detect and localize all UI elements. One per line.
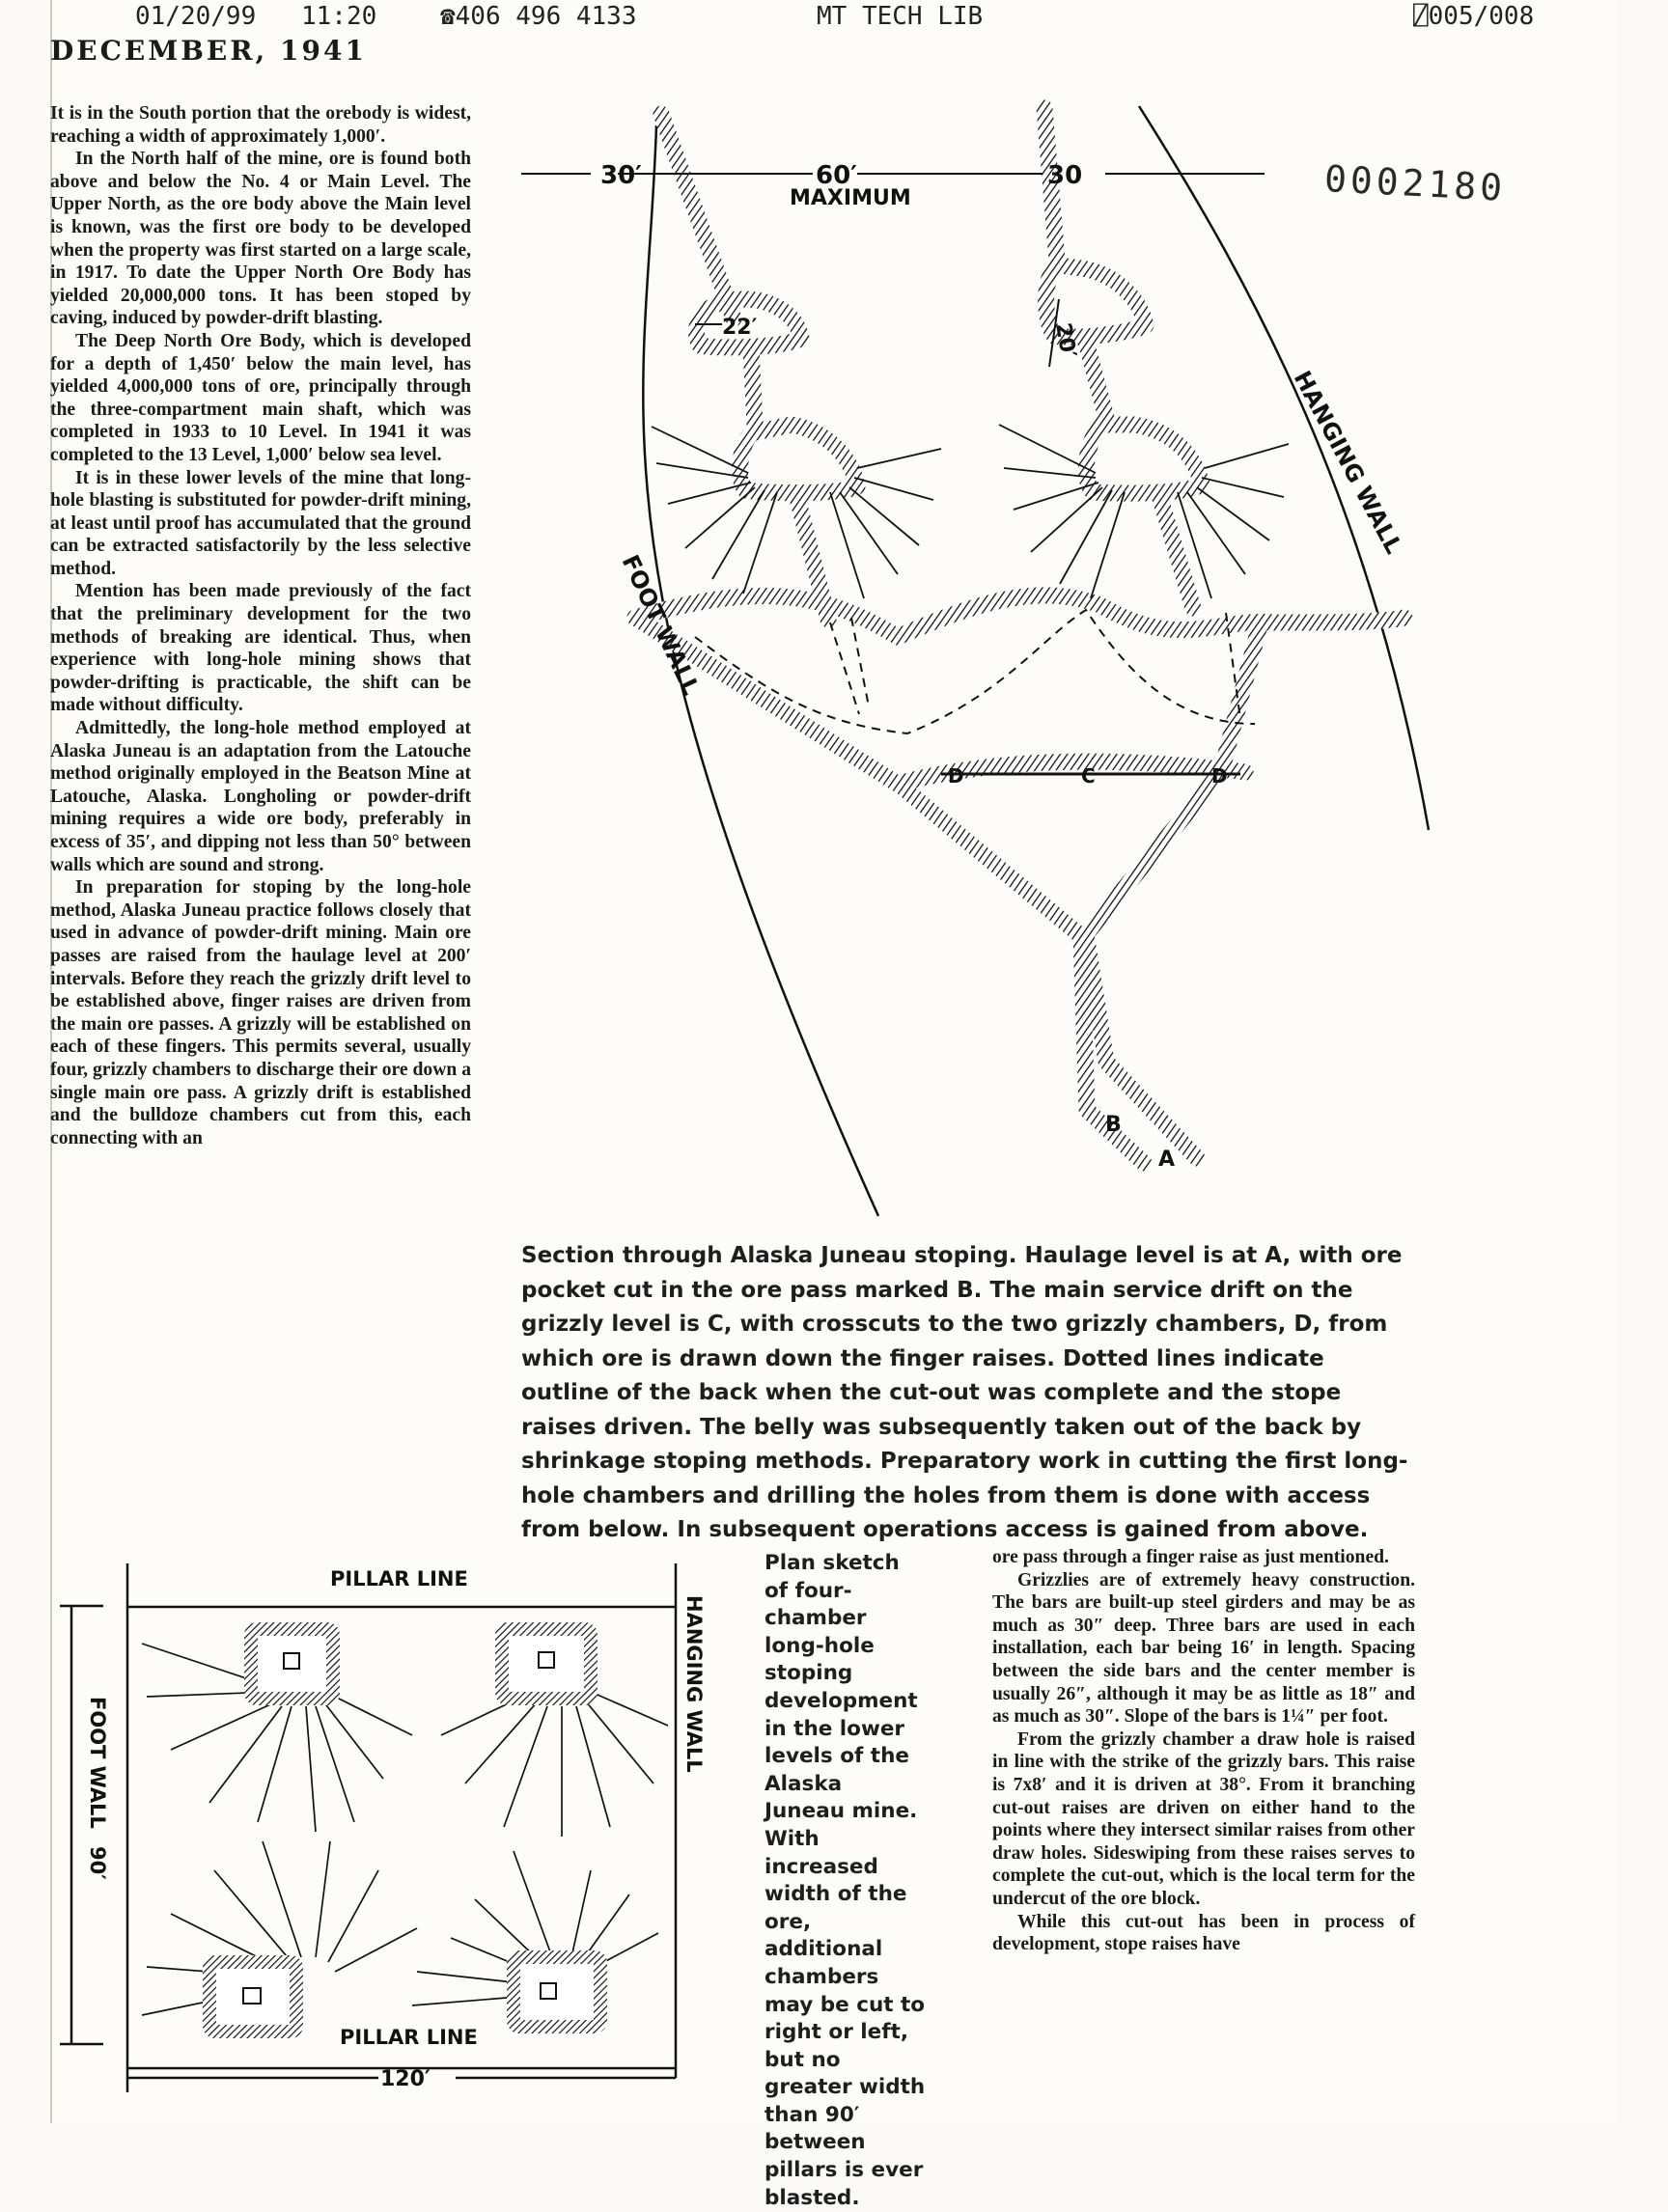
point-d-left: D: [948, 764, 964, 788]
fax-phone: ☎406 496 4133: [440, 2, 637, 31]
point-a: A: [1158, 1147, 1176, 1172]
paragraph: Grizzlies are of extremely heavy construction. The bars are built-up steel girders and may be as much as 30″ deep. Three bars are used in each installation, each bar being 16′ in length. Spacing between the side bars and the center member is usually 26″, although it may be as little as 18″ and as much as 30″. Slope of the bars is 1¼″ per foot.: [992, 1569, 1415, 1728]
paragraph: Admittedly, the long-hole method employed at Alaska Juneau is an adaptation from the Latouche method originally employed in the Beatson Mine at Latouche, Alaska. Longholing or powder-drift mining requires a wide ore body, preferably in excess of 35′, and dipping not less than 50° between walls which are sound and strong.: [50, 718, 471, 875]
plan-foot-wall-label: FOOT WALL: [86, 1697, 109, 1829]
paragraph: Mention has been made previously of the fact that the preliminary development for the two methods of breaking are identical. Thus, when experience with long-hole mining shows that powder-drifting is practicable, the shift can be made without difficulty.: [50, 581, 471, 716]
paragraph: It is in the South portion that the orebody is widest, reaching a width of approximately 1,000′.: [50, 103, 471, 147]
fax-sender: MT TECH LIB: [817, 2, 984, 31]
foot-wall-label: FOOT WALL: [616, 550, 706, 700]
plan-length-label: 120′: [380, 2067, 431, 2091]
point-d-right: D: [1211, 764, 1228, 788]
article-column-right: [992, 1546, 1415, 1956]
wall-outlines: [502, 97, 1429, 1216]
plan-hanging-wall-label: HANGING WALL: [682, 1595, 706, 1773]
dim-label-60: 60′: [816, 161, 858, 190]
fax-time: 11:20: [301, 2, 377, 31]
paragraph: In the North half of the mine, ore is found both above and below the No. 4 or Main Level. The Upper North, as the ore body above the Main level is known, was the first ore body to be developed when the property was first started on a large scale, in 1917. To date the Upper North Ore Body has yielded 20,000,000 tons. It has been stoped by caving, induced by powder-drift blasting.: [50, 149, 471, 329]
plan-chambers: [209, 1629, 600, 2032]
document-number-stamp: 0002180: [1322, 157, 1508, 209]
paragraph: It is in these lower levels of the mine that long-hole blasting is substituted for powder-drift mining, at least until proof has accumulated that the ground can be extracted satisfactorily by the less selective method.: [50, 467, 471, 579]
hanging-wall-line: [1139, 106, 1429, 830]
section-figure-caption: Section through Alaska Juneau stoping. Haulage level is at A, with ore pocket cut in the ore pass marked B. The main service drift on the grizzly level is C, with crosscuts to the two grizzly chambers, D, from which ore is drawn down the finger raises. Dotted lines indicate outline of the back when the cut-out was complete and the stope raises driven. The belly was subsequently taken out of the back by shrinkage stoping methods. Preparatory work in cutting the first long-hole chambers and drilling the holes from them is done with access from below. In subsequent operations access is gained from above.: [521, 1243, 1408, 1542]
paragraph: From the grizzly chamber a draw hole is raised in line with the strike of the grizzly bars. This raise is 7x8′ and it is driven at 38°. From it branching cut-out raises are driven on either hand to the points where they intersect similar raises from other draw holes. Sideswiping from these raises serves to complete the cut-out, which is the local term for the undercut of the ore block.: [992, 1728, 1415, 1909]
dim-label-20: 20′: [1050, 320, 1081, 360]
paragraph: While this cut-out has been in process of development, stope raises have: [992, 1911, 1415, 1955]
dim-label-30-right: 30: [1047, 161, 1083, 190]
fax-page-number: ⍁005/008: [1413, 2, 1535, 31]
four-chamber-plan-diagram: [50, 1552, 726, 2121]
running-head: DECEMBER, 1941: [50, 35, 367, 67]
article-column-left: [50, 102, 471, 1149]
point-b: B: [1105, 1113, 1122, 1137]
pillar-line-bottom-label: PILLAR LINE: [340, 2026, 478, 2049]
dim-label-22: 22′: [722, 316, 758, 340]
dim-label-maximum: MAXIMUM: [790, 186, 911, 210]
hanging-wall-label: HANGING WALL: [1288, 366, 1408, 559]
paragraph: ore pass through a finger raise as just mentioned.: [992, 1547, 1389, 1567]
plan-width-label: 90′: [86, 1846, 109, 1880]
dim-label-30-left: 30′: [600, 161, 643, 190]
paragraph: In preparation for stoping by the long-hole method, Alaska Juneau practice follows closely that used in advance of powder-drift mining. Main ore passes are raised from the haulage level at 200′ intervals. Before they reach the grizzly drift level to be established above, finger raises are driven from the main ore passes. A grizzly will be established on each of these fingers. This permits several, usually four, grizzly chambers to discharge their ore down a single main ore pass. A grizzly drift is established and the bulldoze chambers cut from this, each connecting with an: [50, 877, 471, 1148]
point-c: C: [1081, 764, 1096, 788]
workings: [635, 108, 1404, 1163]
paragraph: The Deep North Ore Body, which is developed for a depth of 1,450′ below the main level, has yielded 4,000,000 tons of ore, principally through the three-compartment main shaft, which was completed in 1933 to 10 Level. In 1941 it was completed to the 13 Level, 1,000′ below sea level.: [50, 330, 471, 465]
stoping-section-diagram: [502, 97, 1448, 1235]
pillar-line-top-label: PILLAR LINE: [330, 1567, 468, 1590]
plan-figure-caption: Plan sketch of four-chamber long-hole stoping development in the lower levels of the Alaska Juneau mine. With increased width of the ore, additional chambers may be cut to right or left, but no greater width than 90′ between pillars is ever blasted.: [764, 1551, 926, 2210]
fax-date: 01/20/99: [135, 2, 257, 31]
